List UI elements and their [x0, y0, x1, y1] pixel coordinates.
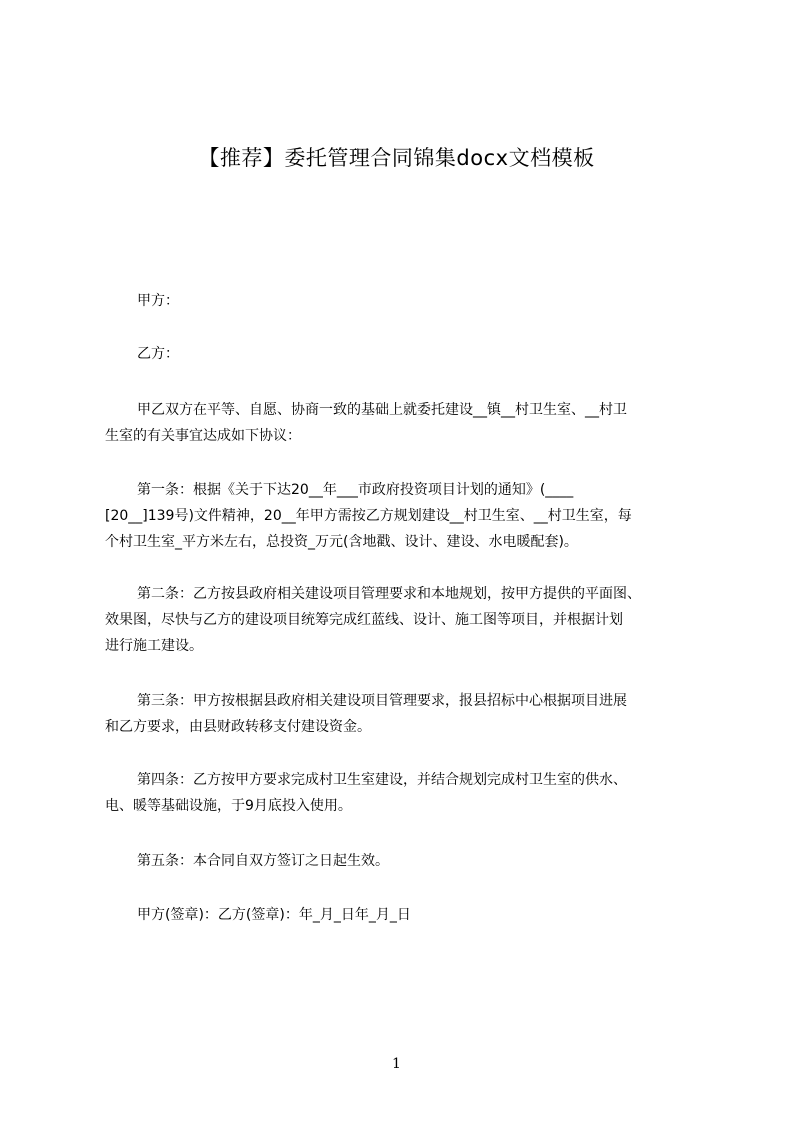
article-2-line-2: 效果图，尽快与乙方的建设项目统筹完成红蓝线、设计、施工图等项目，并根据计划	[105, 612, 623, 628]
document-title: 【推荐】委托管理合同锦集docx文档模板	[198, 146, 595, 170]
intro-paragraph	[105, 397, 705, 449]
article-4-line-2: 电、暖等基础设施，于9月底投入使用。	[105, 798, 352, 814]
article-4-paragraph	[105, 767, 705, 819]
article-2-paragraph	[105, 581, 705, 659]
article-3-line-1: 第三条：甲方按根据县政府相关建设项目管理要求，报县招标中心根据项目进展	[137, 693, 627, 709]
article-1-line-3: 个村卫生室_平方米左右，总投资_万元(含地戳、设计、建设、水电暖配套)。	[105, 534, 578, 550]
article-5-paragraph: 第五条：本合同自双方签订之日起生效。	[137, 853, 389, 869]
page-number: 1	[392, 1056, 401, 1072]
article-1-paragraph	[105, 477, 705, 555]
intro-line-2: 生室的有关事宜达成如下协议：	[105, 428, 301, 444]
article-1-line-1: 第一条：根据《关于下达20__年___市政府投资项目计划的通知》(____	[137, 482, 574, 498]
article-1-line-2: [20__]139号)文件精神，20__年甲方需按乙方规划建设__村卫生室、__村卫生室，每	[105, 508, 632, 524]
party-a-line: 甲方：	[137, 293, 179, 309]
article-3-paragraph	[105, 688, 705, 740]
article-4-line-1: 第四条：乙方按甲方要求完成村卫生室建设，并结合规划完成村卫生室的供水、	[137, 772, 627, 788]
signature-line: 甲方(签章)：乙方(签章)：年_月_日年_月_日	[137, 907, 411, 923]
intro-line-1: 甲乙双方在平等、自愿、协商一致的基础上就委托建设__镇__村卫生室、__村卫	[137, 402, 627, 418]
article-2-line-1: 第二条：乙方按县政府相关建设项目管理要求和本地规划，按甲方提供的平面图、	[137, 586, 641, 602]
article-2-line-3: 进行施工建设。	[105, 638, 203, 654]
article-3-line-2: 和乙方要求，由县财政转移支付建设资金。	[105, 719, 371, 735]
party-b-line: 乙方：	[137, 346, 179, 362]
